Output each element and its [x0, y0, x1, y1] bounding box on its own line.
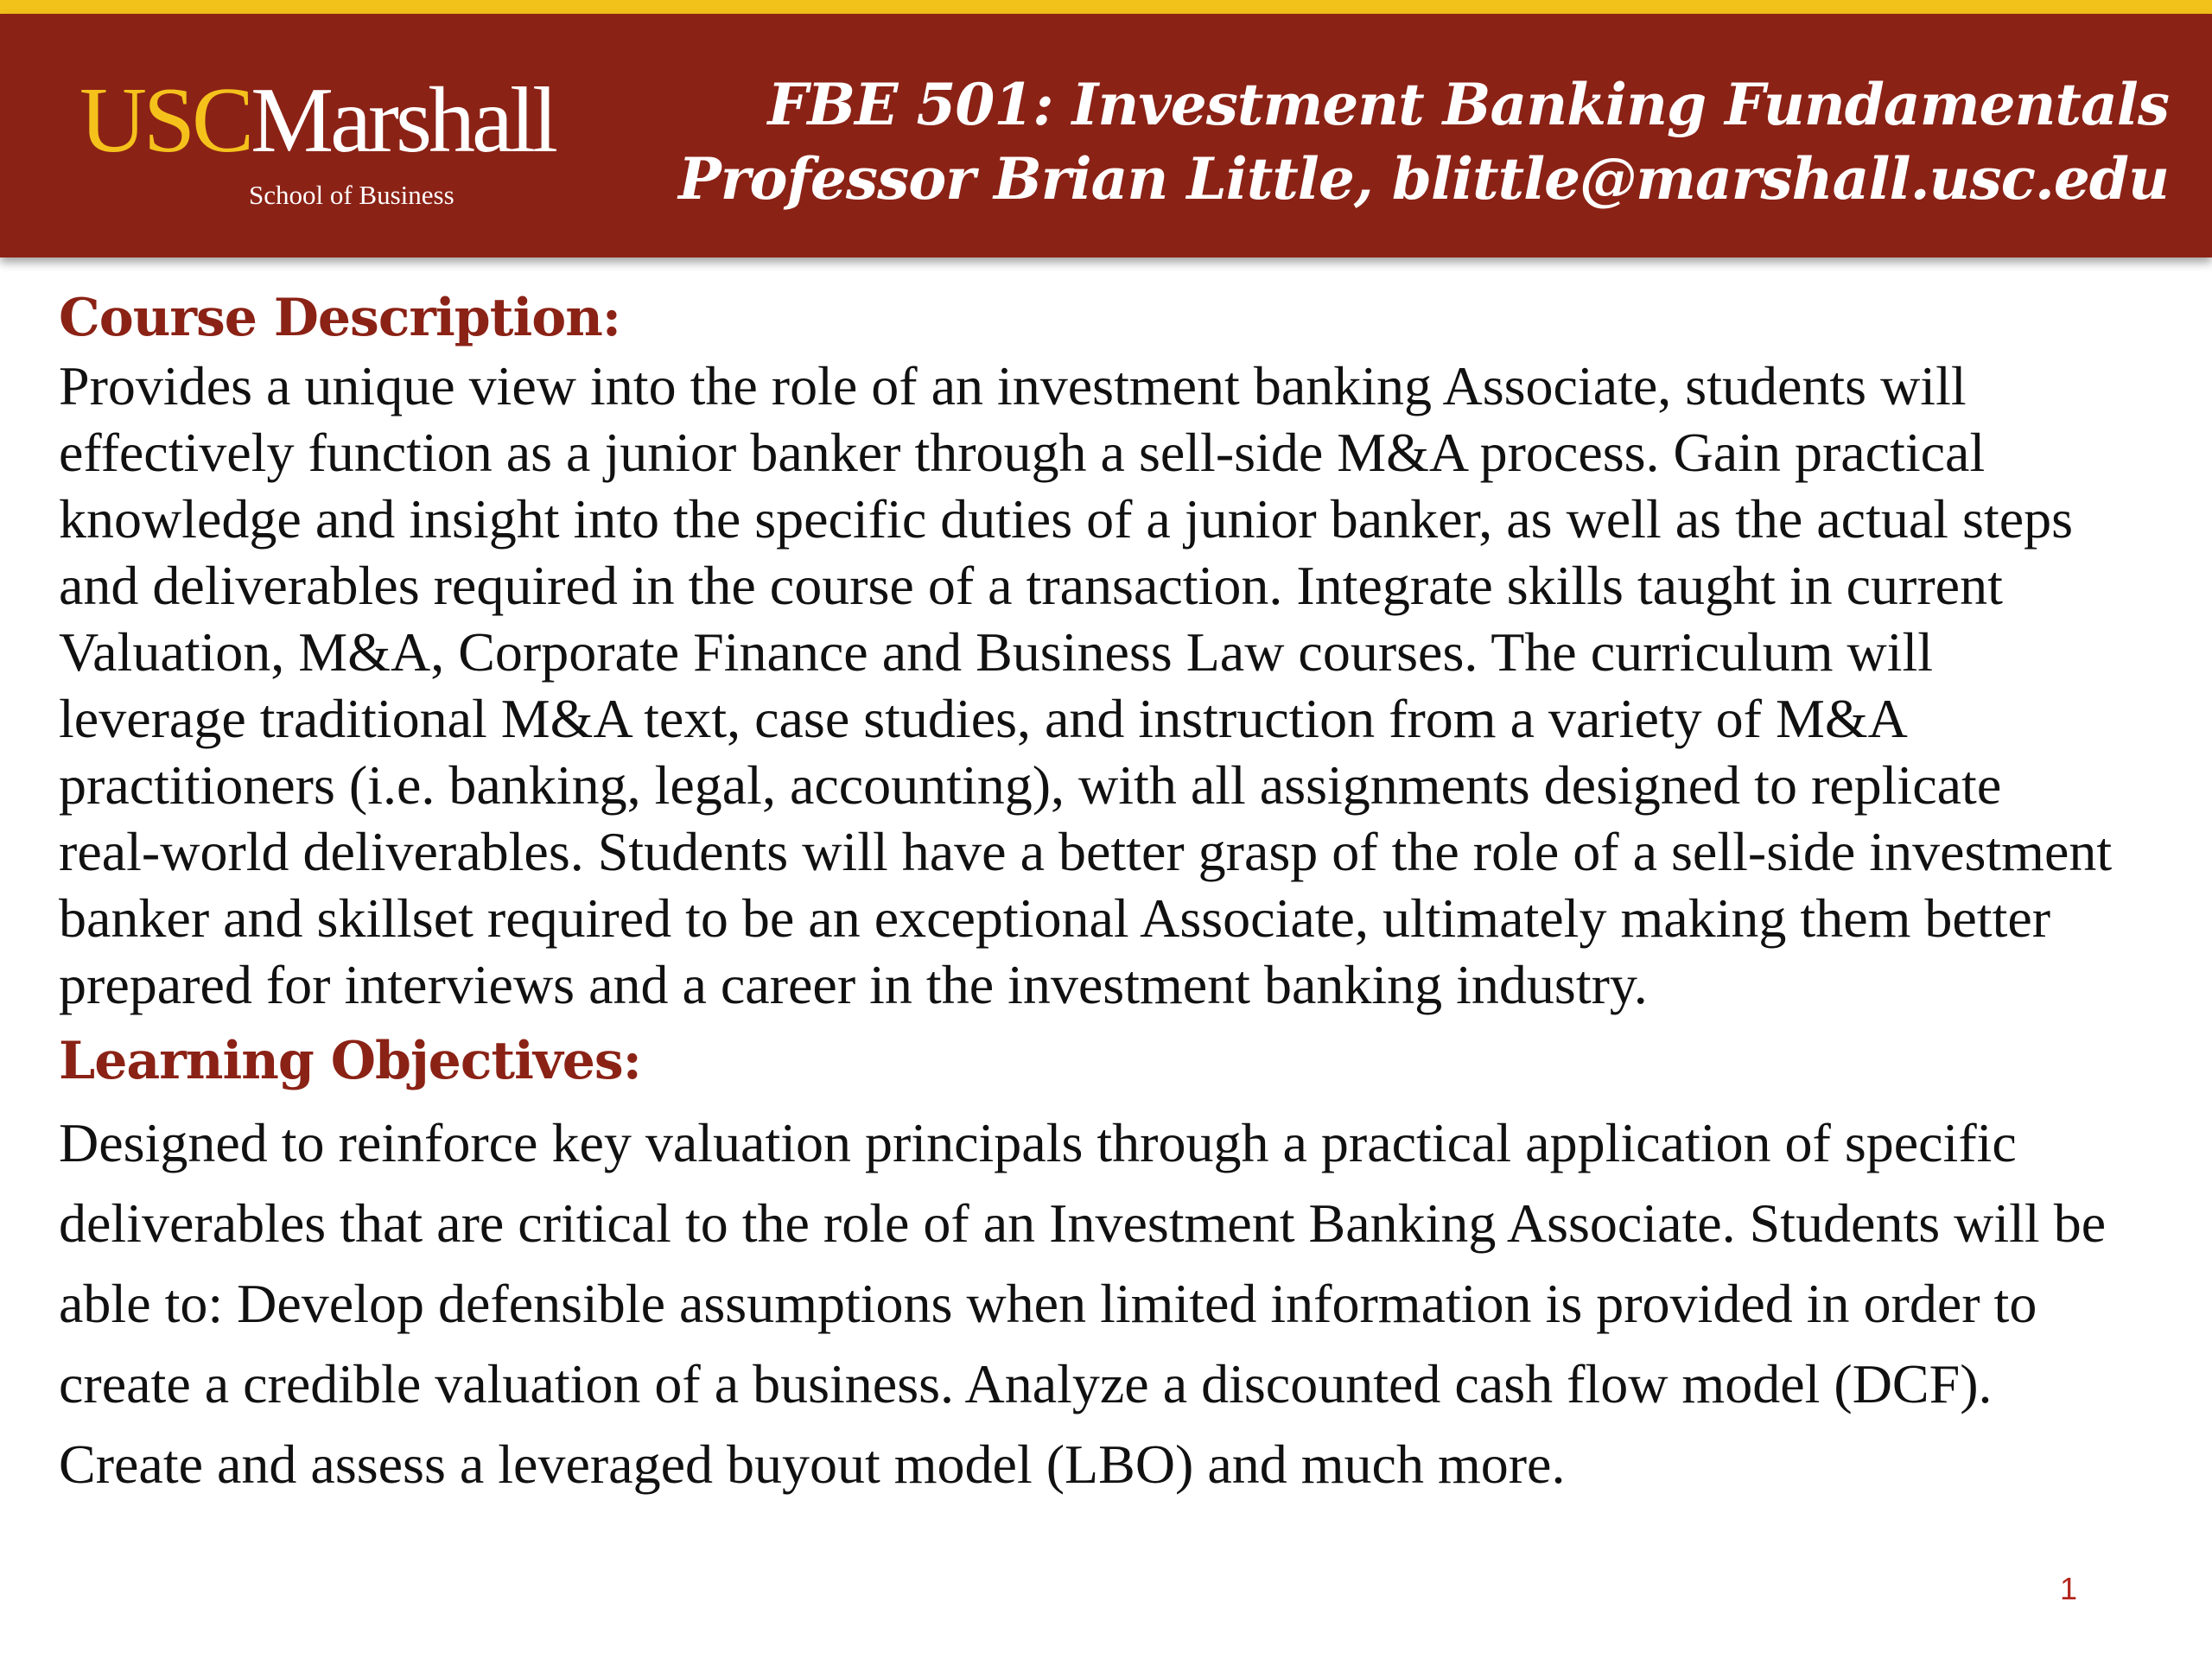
slide-content	[59, 283, 2115, 1504]
course-description-body: Provides a unique view into the role of an investment banking Associate, students will effectively function as a junior banker through a sell-side M&A process. Gain practical knowledge and insight into the specific duties of a junior banker, as well as the actual steps and deliverables required in the course of a transaction. Integrate skills taught in current Valuation, M&A, Corporate Finance and Business Law courses. The curriculum will leverage traditional M&A text, case studies, and instruction from a variety of M&A practitioners (i.e. banking, legal, accounting), with all assignments designed to replicate real-world deliverables. Students will have a better grasp of the role of a sell-side investment banker and skillset required to be an exceptional Associate, ultimately making them better prepared for interviews and a career in the investment banking industry.	[59, 355, 2113, 1015]
logo-wordmark	[79, 69, 555, 172]
page-number: 1	[2059, 1571, 2077, 1606]
logo-marshall-text: Marshall	[251, 69, 555, 172]
gold-accent-strip	[0, 0, 2212, 14]
header-titles	[678, 67, 2169, 216]
header-banner	[0, 14, 2212, 257]
learning-objectives-heading: Learning Objectives:	[59, 1031, 641, 1091]
professor-line: Professor Brian Little, blittle@marshall.usc.edu	[678, 145, 2169, 213]
logo-school-text: School of Business	[249, 180, 454, 210]
course-title: FBE 501: Investment Banking Fundamentals	[767, 71, 2169, 138]
usc-marshall-logo	[79, 69, 555, 221]
logo-usc-text: USC	[79, 69, 251, 172]
learning-objectives-body: Designed to reinforce key valuation principals through a practical application of specific deliverables that are critical to the role of an Investment Banking Associate. Students will be able to: Develop defensible assumptions when limited information is provided in order to create a credible valuation of a business. Analyze a discounted cash flow model (DCF). Create and assess a leveraged buyout model (LBO) and much more.	[59, 1112, 2107, 1495]
course-description-heading: Course Description:	[59, 288, 621, 348]
